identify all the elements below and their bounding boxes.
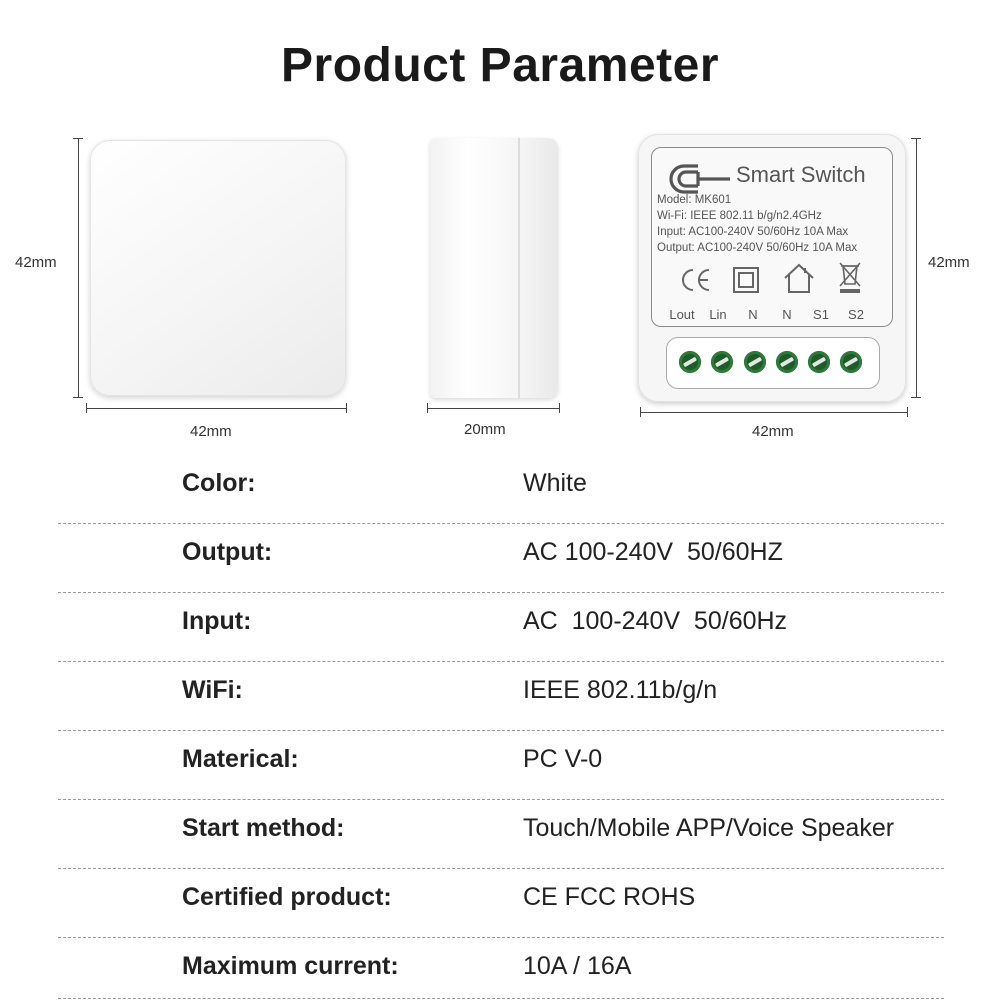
side-view-image [430, 138, 558, 398]
terminal-label: S1 [813, 307, 829, 322]
spec-key: Materical: [182, 745, 299, 773]
terminal-label: N [782, 307, 792, 322]
spec-key: Color: [182, 469, 256, 497]
terminal-label: S2 [848, 307, 864, 322]
terminal-screw-icon [711, 351, 733, 373]
spec-value: AC 100-240V 50/60Hz [523, 607, 788, 635]
device-spec-label [651, 147, 893, 327]
spec-key: Output: [182, 538, 273, 566]
model-text: Model: MK601 [657, 194, 732, 206]
spec-row-material [58, 731, 944, 800]
spec-row-start-method [58, 800, 944, 869]
front-view-image [90, 140, 346, 396]
terminal-label: Lin [709, 307, 727, 322]
brand-name: Smart Switch [736, 162, 866, 187]
spec-row-input [58, 593, 944, 662]
spec-row-certified [58, 869, 944, 938]
terminal-label: Lout [669, 307, 695, 322]
dimension-tick [73, 138, 83, 139]
input-text: Input: AC100-240V 50/60Hz 10A Max [657, 226, 849, 238]
spec-key: Certified product: [182, 883, 392, 911]
front-height-dimension-line [78, 138, 79, 398]
dimension-tick [911, 397, 921, 398]
dimension-tick [640, 407, 641, 417]
spec-key: WiFi: [182, 676, 243, 704]
dimension-tick [86, 403, 87, 413]
dimension-tick [346, 403, 347, 413]
spec-value: CE FCC ROHS [523, 883, 696, 911]
dimension-tick [559, 403, 560, 413]
ce-mark-icon [678, 266, 712, 294]
side-depth-dimension-line [427, 408, 560, 409]
terminal-screw-icon [808, 351, 830, 373]
terminal-label: N [748, 307, 758, 322]
spec-value: AC 100-240V 50/60HZ [523, 538, 783, 566]
spec-value: IEEE 802.11b/g/n [523, 676, 718, 704]
spec-value: PC V-0 [523, 745, 603, 773]
spec-row-wifi [58, 662, 944, 731]
front-width-dimension-line [86, 408, 347, 409]
weee-bin-icon [838, 260, 862, 294]
spec-value: Touch/Mobile APP/Voice Speaker [523, 814, 895, 842]
page-title: Product Parameter [281, 39, 719, 92]
dimension-tick [907, 407, 908, 417]
terminal-screw-icon [744, 351, 766, 373]
back-width-label: 42mm [752, 423, 794, 440]
dimension-tick [911, 138, 921, 139]
spec-key: Maximum current: [182, 952, 399, 980]
back-height-dimension-line [916, 138, 917, 398]
dimension-tick [427, 403, 428, 413]
terminal-block [666, 337, 880, 389]
spec-key: Start method: [182, 814, 345, 842]
double-insulation-icon [732, 266, 760, 294]
side-depth-label: 20mm [464, 421, 506, 438]
back-height-label: 42mm [928, 254, 970, 271]
front-height-label: 42mm [15, 254, 57, 271]
spec-value: 10A / 16A [523, 952, 632, 980]
brand-logo-icon [668, 162, 732, 196]
spec-row-output [58, 524, 944, 593]
terminal-screw-icon [776, 351, 798, 373]
back-view-image [638, 134, 906, 402]
front-width-label: 42mm [190, 423, 232, 440]
spec-row-max-current [58, 938, 944, 999]
row-divider [58, 998, 944, 999]
terminal-screw-icon [679, 351, 701, 373]
wifi-text: Wi-Fi: IEEE 802.11 b/g/n2.4GHz [657, 210, 822, 222]
spec-row-color [58, 455, 944, 524]
back-width-dimension-line [640, 412, 908, 413]
home-icon [782, 262, 816, 294]
spec-value: White [523, 469, 587, 497]
spec-key: Input: [182, 607, 252, 635]
terminal-screw-icon [840, 351, 862, 373]
output-text: Output: AC100-240V 50/60Hz 10A Max [657, 242, 858, 254]
dimension-tick [73, 397, 83, 398]
